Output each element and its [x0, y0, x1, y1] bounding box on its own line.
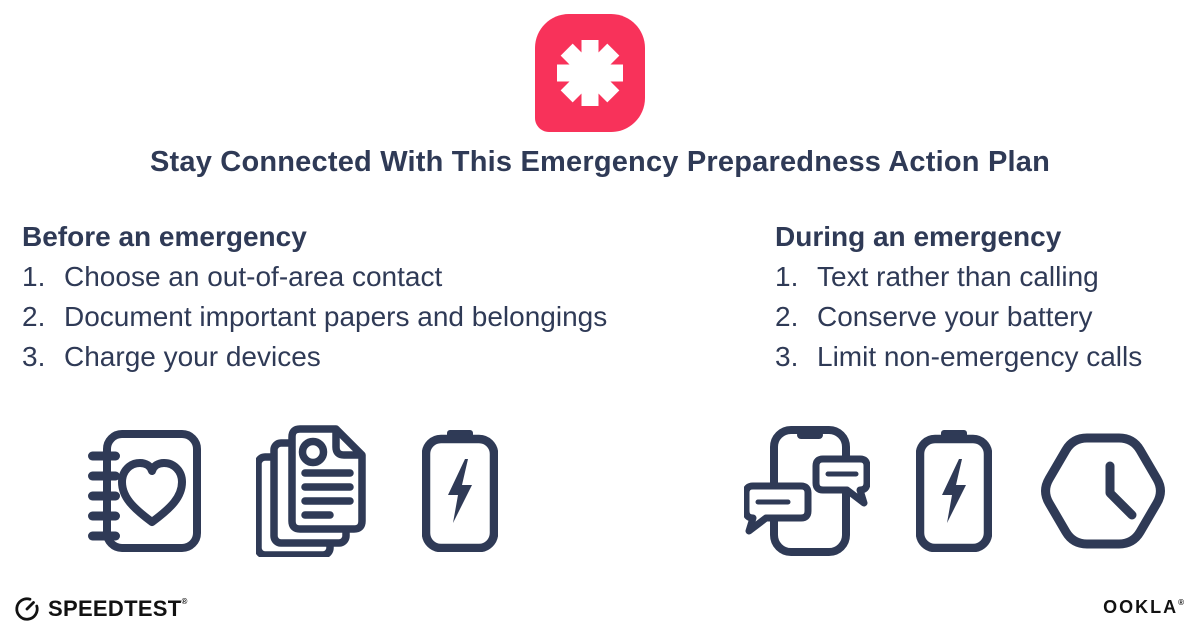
item-number: 2.	[775, 301, 799, 332]
emergency-badge	[534, 14, 646, 132]
phone-messages-icon	[744, 426, 870, 556]
item-number: 1.	[22, 261, 46, 292]
during-column	[775, 217, 1195, 377]
during-icons	[744, 424, 1168, 558]
before-heading: Before an emergency	[22, 221, 307, 252]
item-number: 3.	[775, 341, 799, 372]
action-item	[22, 257, 732, 297]
action-item	[22, 297, 732, 337]
item-text: Document important papers and belongings	[64, 301, 608, 332]
item-text: Choose an out-of-area contact	[64, 261, 443, 292]
item-text: Conserve your battery	[817, 301, 1093, 332]
before-icons	[86, 424, 498, 558]
speedtest-gauge-icon	[14, 596, 40, 622]
item-number: 1.	[775, 261, 799, 292]
before-column	[22, 217, 732, 377]
asterisk-icon	[534, 14, 646, 132]
speedtest-wordmark: SPEEDTEST®	[48, 596, 188, 621]
during-list	[775, 257, 1195, 377]
speedtest-trademark: ®	[181, 597, 188, 606]
clock-hexagon-icon	[1038, 430, 1168, 552]
item-number: 2.	[22, 301, 46, 332]
page-title: Stay Connected With This Emergency Preparedness Action Plan	[149, 146, 1051, 178]
action-item	[22, 337, 732, 377]
item-text: Text rather than calling	[817, 261, 1099, 292]
item-text: Limit non-emergency calls	[817, 341, 1143, 372]
action-item	[775, 257, 1195, 297]
item-text: Charge your devices	[64, 341, 321, 372]
speedtest-logo	[14, 596, 187, 622]
contact-notebook-icon	[86, 430, 201, 552]
ookla-trademark: ®	[1178, 598, 1184, 607]
ookla-wordmark: OOKLA	[1103, 597, 1179, 617]
action-item	[775, 297, 1195, 337]
battery-charge-icon	[916, 430, 992, 552]
battery-charge-icon	[422, 430, 498, 552]
item-number: 3.	[22, 341, 46, 372]
ookla-logo	[1103, 597, 1184, 618]
action-item	[775, 337, 1195, 377]
before-list	[22, 257, 732, 377]
during-heading: During an emergency	[775, 221, 1062, 252]
important-documents-icon	[256, 425, 368, 557]
